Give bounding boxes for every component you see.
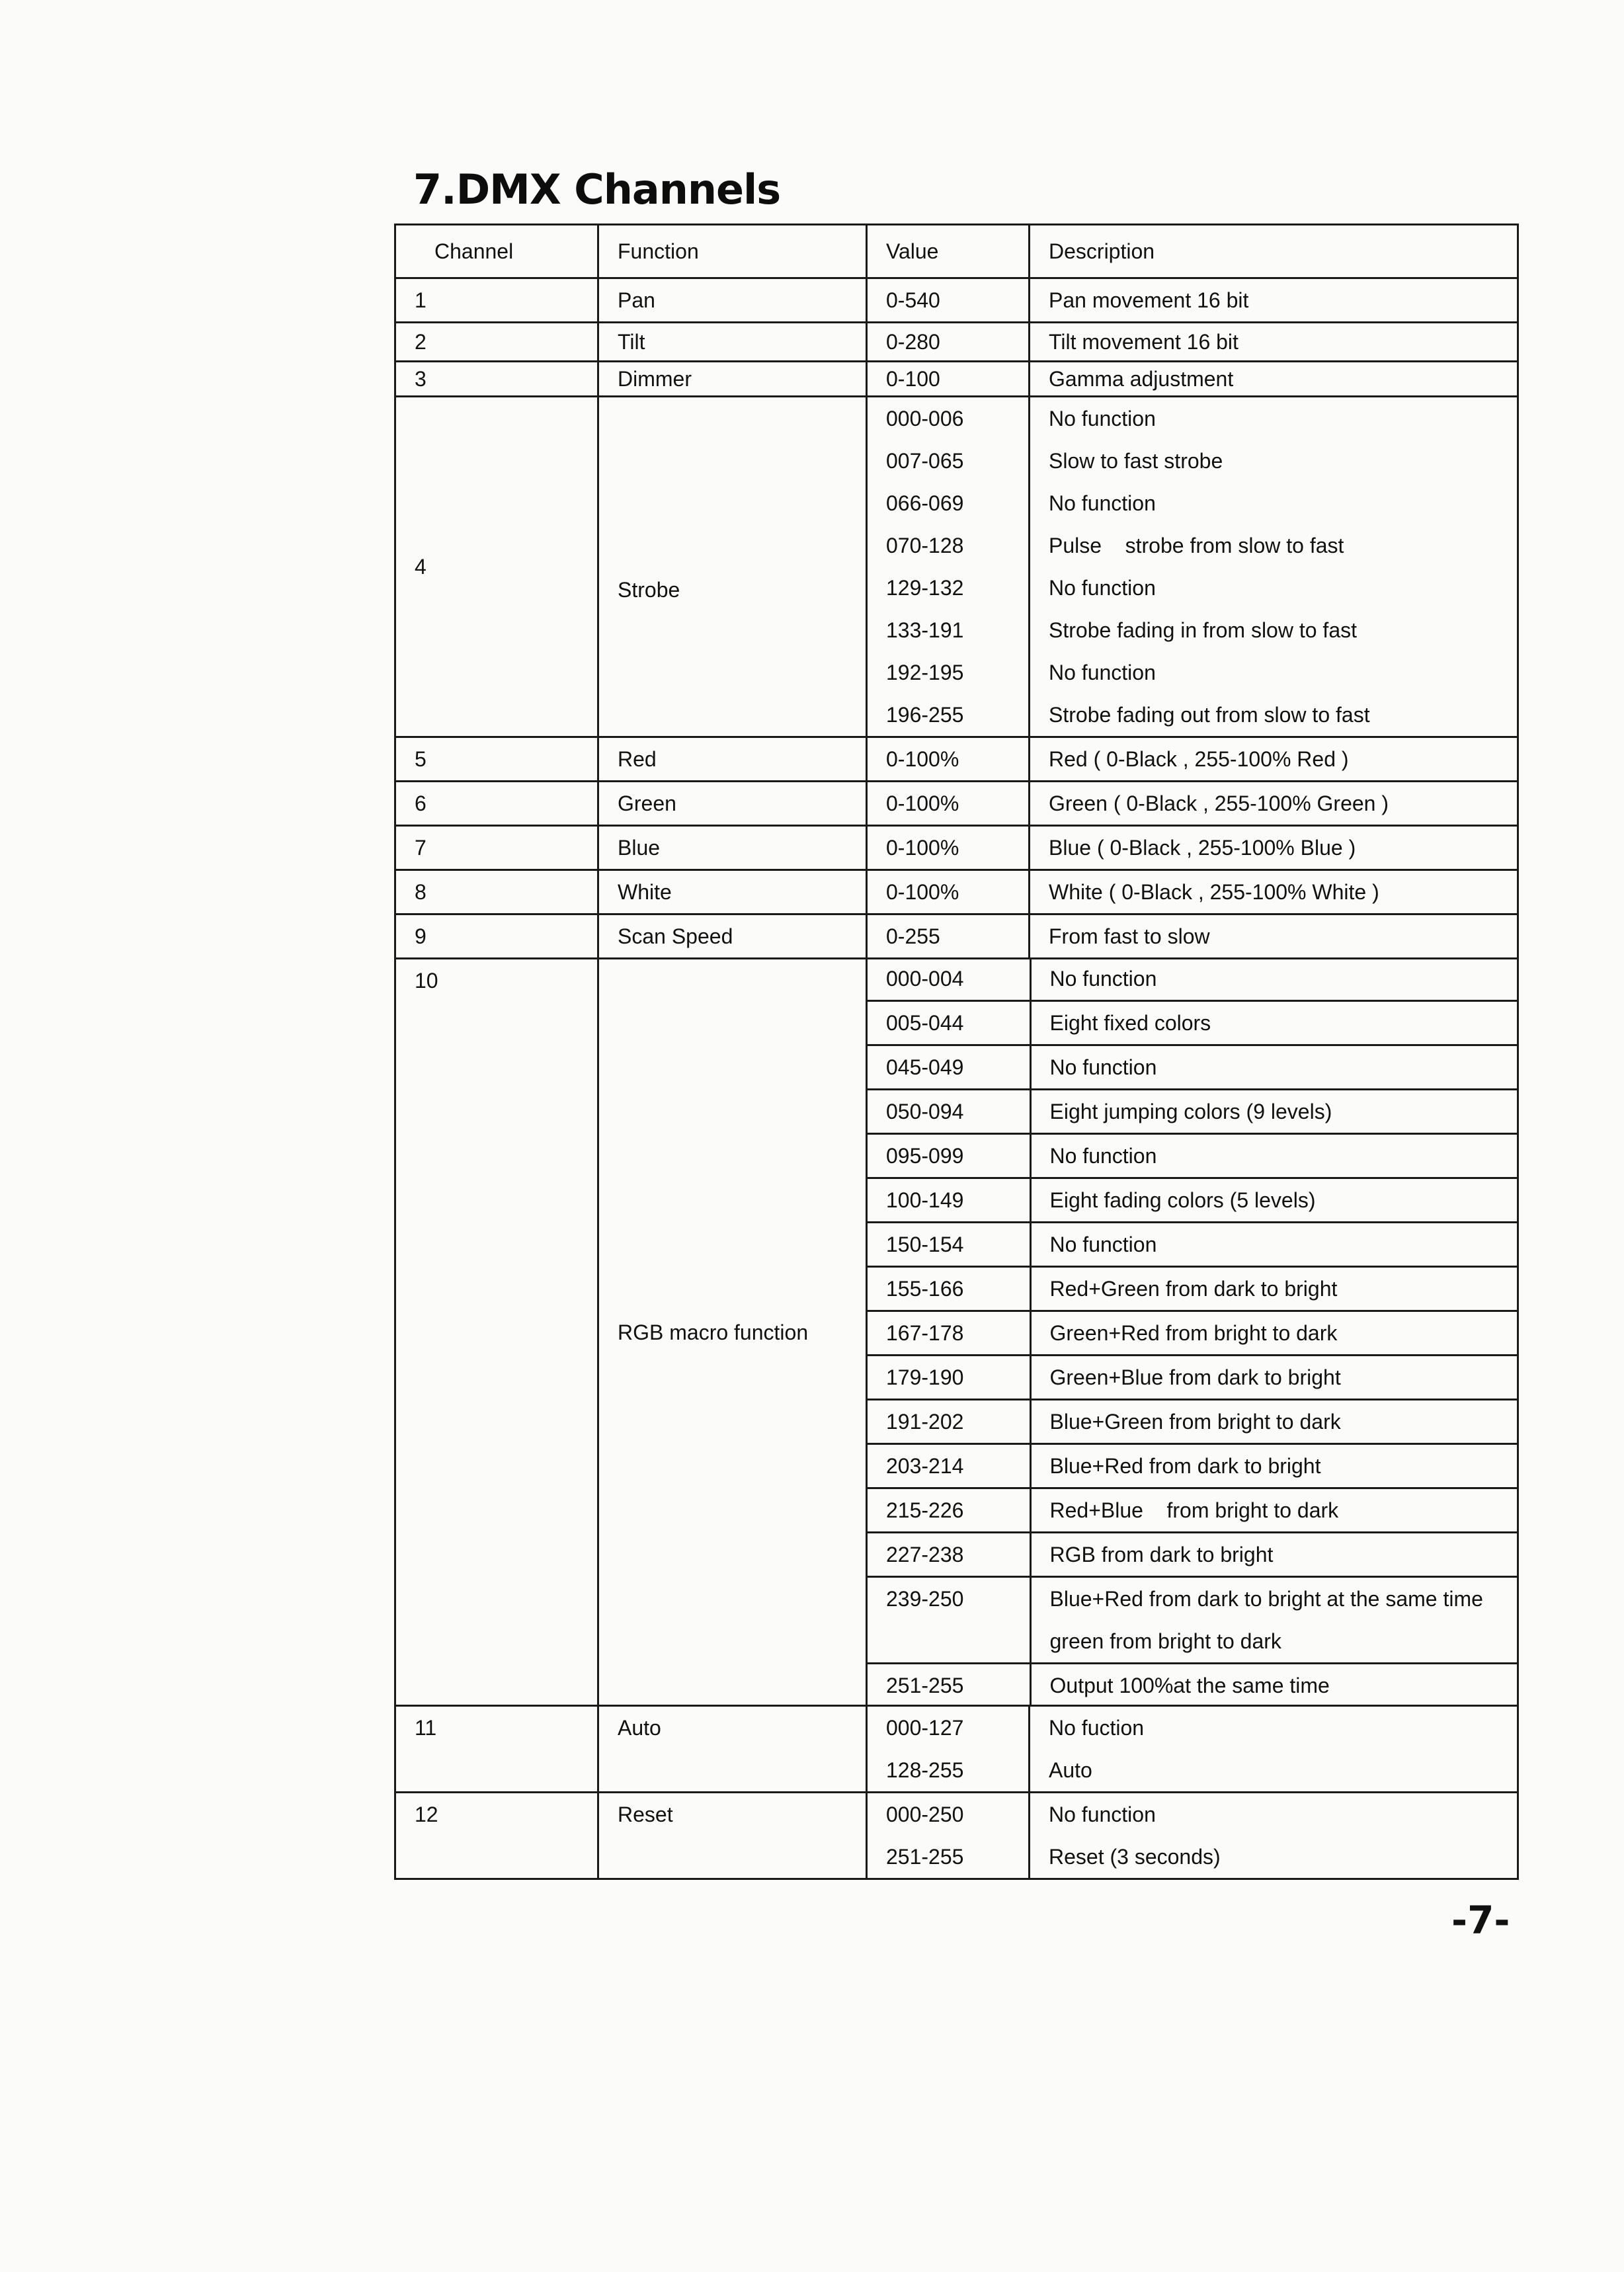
value-cell (867, 1793, 1030, 1879)
sub-table-row (868, 1311, 1519, 1356)
value-cell (868, 957, 1030, 1001)
description-cell (1030, 1793, 1518, 1879)
value-range: 167-178 (886, 1321, 964, 1345)
table-row (395, 826, 1518, 870)
function-cell (598, 323, 867, 362)
value-cell (868, 1311, 1030, 1356)
description-cell (1030, 362, 1518, 397)
channel-number: 4 (415, 555, 426, 579)
channel-cell (395, 1793, 598, 1879)
function-name: Red (618, 747, 657, 771)
description-text: Blue+Red from dark to bright at the same time (1049, 1587, 1483, 1611)
sub-table-row (868, 1577, 1519, 1664)
function-cell (598, 362, 867, 397)
description-text: No function (1049, 576, 1156, 600)
description-cell (1030, 1223, 1519, 1267)
function-name: Auto (618, 1716, 661, 1740)
value-cell (867, 737, 1030, 782)
description-text: No function (1049, 1233, 1157, 1256)
description-text: Blue+Green from bright to dark (1049, 1410, 1341, 1434)
channel-cell (395, 959, 598, 1706)
channel-number: 1 (415, 288, 426, 312)
table-row (395, 278, 1518, 323)
channel-cell (395, 737, 598, 782)
table-row (395, 737, 1518, 782)
value-range: 0-540 (886, 288, 940, 312)
description-text: No function (1049, 491, 1156, 515)
value-cell (867, 782, 1030, 826)
description-text: Eight fading colors (5 levels) (1049, 1188, 1316, 1212)
value-cell (868, 1488, 1030, 1533)
value-cell (868, 1090, 1030, 1134)
description-cell (1030, 278, 1518, 323)
value-range: 251-255 (886, 1674, 964, 1697)
description-cell (1030, 397, 1518, 737)
table-row (395, 870, 1518, 914)
channel-number: 7 (415, 836, 426, 860)
function-cell (598, 826, 867, 870)
value-range: 191-202 (886, 1410, 964, 1434)
channel-cell (395, 1706, 598, 1793)
description-text: Tilt movement 16 bit (1049, 330, 1238, 354)
value-cell (867, 1706, 1030, 1793)
value-cell (868, 1001, 1030, 1045)
value-cell (868, 1664, 1030, 1707)
value-range: 007-065 (886, 449, 964, 473)
description-text: Blue+Red from dark to bright (1049, 1454, 1321, 1478)
function-name: White (618, 880, 672, 904)
function-name: Scan Speed (618, 924, 733, 948)
header-value: Value (867, 225, 1030, 278)
table-header-row (395, 225, 1518, 278)
description-text: No function (1049, 661, 1156, 684)
description-text: Eight jumping colors (9 levels) (1049, 1100, 1332, 1123)
description-cell (1030, 957, 1519, 1001)
description-cell (1030, 1400, 1519, 1444)
function-name: RGB macro function (618, 1320, 809, 1344)
table-row (395, 397, 1518, 737)
description-text: Red ( 0-Black , 255-100% Red ) (1049, 747, 1349, 771)
header-function: Function (598, 225, 867, 278)
function-name: Tilt (618, 330, 645, 354)
value-cell (868, 1533, 1030, 1577)
function-cell (598, 959, 867, 1706)
description-cell (1030, 826, 1518, 870)
description-text: No function (1049, 1055, 1157, 1079)
value-range: 150-154 (886, 1233, 964, 1256)
value-cell (867, 914, 1030, 959)
sub-table-row (868, 1001, 1519, 1045)
description-cell (1030, 1178, 1519, 1223)
value-range: 000-004 (886, 967, 964, 991)
function-name: Reset (618, 1803, 673, 1826)
sub-table-row (868, 1045, 1519, 1090)
value-range: 000-127 (886, 1716, 964, 1740)
description-text: Pulse strobe from slow to fast (1049, 534, 1344, 557)
function-cell (598, 278, 867, 323)
rgb-macro-subtable (868, 957, 1519, 1707)
description-text: No function (1049, 1144, 1157, 1168)
value-range: 0-280 (886, 330, 940, 354)
description-text: From fast to slow (1049, 924, 1210, 948)
channel-cell (395, 323, 598, 362)
channel-cell (395, 782, 598, 826)
description-cell (1030, 1664, 1519, 1707)
value-range: 045-049 (886, 1055, 964, 1079)
function-cell (598, 782, 867, 826)
value-range: 128-255 (886, 1758, 964, 1782)
sub-table-row (868, 1356, 1519, 1400)
value-range: 227-238 (886, 1543, 964, 1566)
value-range: 192-195 (886, 661, 964, 684)
function-cell (598, 397, 867, 737)
value-cell (868, 1267, 1030, 1311)
channel-cell (395, 278, 598, 323)
value-cell (868, 1444, 1030, 1488)
channel-number: 10 (415, 969, 438, 993)
function-cell (598, 870, 867, 914)
description-cell (1030, 914, 1518, 959)
function-cell (598, 737, 867, 782)
value-range: 050-094 (886, 1100, 964, 1123)
channel-number: 9 (415, 924, 426, 948)
channel-number: 6 (415, 791, 426, 815)
description-text: Output 100%at the same time (1049, 1674, 1330, 1697)
value-range: 095-099 (886, 1144, 964, 1168)
description-cell (1030, 737, 1518, 782)
description-text-line2: green from bright to dark (1049, 1629, 1281, 1653)
value-range: 070-128 (886, 534, 964, 557)
page-title: 7.DMX Channels (413, 165, 781, 214)
value-range: 133-191 (886, 618, 964, 642)
channel-cell (395, 397, 598, 737)
value-range: 000-006 (886, 407, 964, 430)
value-cell (868, 1356, 1030, 1400)
channel-number: 8 (415, 880, 426, 904)
value-range: 239-250 (886, 1587, 964, 1611)
value-range: 0-100% (886, 836, 959, 860)
description-cell (1030, 1267, 1519, 1311)
description-text: Auto (1049, 1758, 1092, 1782)
function-name: Strobe (618, 578, 680, 602)
sub-table-row (868, 957, 1519, 1001)
value-cell (867, 323, 1030, 362)
value-range: 251-255 (886, 1845, 964, 1869)
description-cell (1030, 1090, 1519, 1134)
value-cell (868, 1178, 1030, 1223)
description-cell (1030, 1533, 1519, 1577)
channel-number: 11 (415, 1716, 437, 1740)
description-cell (1030, 1356, 1519, 1400)
sub-table-row (868, 1444, 1519, 1488)
description-text: Reset (3 seconds) (1049, 1845, 1221, 1869)
sub-table-row (868, 1267, 1519, 1311)
description-text: White ( 0-Black , 255-100% White ) (1049, 880, 1379, 904)
value-range: 179-190 (886, 1365, 964, 1389)
dmx-channel-table (394, 223, 1519, 1880)
sub-table-row (868, 1134, 1519, 1178)
value-cell (868, 1134, 1030, 1178)
description-cell (1030, 870, 1518, 914)
channel-number: 12 (415, 1803, 438, 1826)
value-range: 000-250 (886, 1803, 964, 1826)
channel-number: 5 (415, 747, 426, 771)
function-cell (598, 914, 867, 959)
description-text: No function (1049, 407, 1156, 430)
description-text: Green ( 0-Black , 255-100% Green ) (1049, 791, 1389, 815)
value-range: 0-100 (886, 367, 940, 391)
value-range: 0-100% (886, 747, 959, 771)
table-row (395, 362, 1518, 397)
description-text: Gamma adjustment (1049, 367, 1234, 391)
value-cell (868, 1577, 1030, 1664)
description-cell (1030, 1311, 1519, 1356)
table-row (395, 1793, 1518, 1879)
table-row (395, 959, 1518, 1706)
description-text: Strobe fading in from slow to fast (1049, 618, 1357, 642)
value-range: 066-069 (886, 491, 964, 515)
description-cell (1030, 1134, 1519, 1178)
value-range: 0-255 (886, 924, 940, 948)
header-description: Description (1030, 225, 1518, 278)
value-range: 196-255 (886, 703, 964, 727)
value-range: 155-166 (886, 1277, 964, 1301)
value-range: 129-132 (886, 576, 964, 600)
value-cell (868, 1223, 1030, 1267)
channel-cell (395, 362, 598, 397)
function-name: Blue (618, 836, 661, 860)
description-cell (1030, 1444, 1519, 1488)
table-row (395, 782, 1518, 826)
description-text: Red+Green from dark to bright (1049, 1277, 1338, 1301)
sub-table-row (868, 1488, 1519, 1533)
channel-number: 3 (415, 367, 426, 391)
value-cell (867, 362, 1030, 397)
description-text: No fuction (1049, 1716, 1145, 1740)
header-channel: Channel (395, 225, 598, 278)
description-cell (1030, 1045, 1519, 1090)
function-name: Green (618, 791, 676, 815)
table-row (395, 914, 1518, 959)
value-cell (867, 870, 1030, 914)
page-number: -7- (1451, 1898, 1510, 1943)
value-range: 100-149 (886, 1188, 964, 1212)
table-row (395, 1706, 1518, 1793)
description-cell (1030, 782, 1518, 826)
channel-number: 2 (415, 330, 426, 354)
description-text: No function (1049, 967, 1157, 991)
value-range: 0-100% (886, 791, 959, 815)
description-text: Slow to fast strobe (1049, 449, 1223, 473)
value-cell (868, 1045, 1030, 1090)
function-name: Pan (618, 288, 655, 312)
description-cell (1030, 323, 1518, 362)
description-text: Eight fixed colors (1049, 1011, 1211, 1035)
value-range: 203-214 (886, 1454, 964, 1478)
sub-table-row (868, 1400, 1519, 1444)
value-range: 0-100% (886, 880, 959, 904)
description-text: No function (1049, 1803, 1156, 1826)
function-name: Dimmer (618, 367, 692, 391)
description-text: Strobe fading out from slow to fast (1049, 703, 1370, 727)
description-cell (1030, 1001, 1519, 1045)
value-range: 005-044 (886, 1011, 964, 1035)
value-range: 215-226 (886, 1498, 964, 1522)
sub-table-row (868, 1178, 1519, 1223)
description-text: Red+Blue from bright to dark (1049, 1498, 1339, 1522)
description-text: Pan movement 16 bit (1049, 288, 1249, 312)
description-cell (1030, 1706, 1518, 1793)
sub-table-row (868, 1090, 1519, 1134)
sub-table-row (868, 1664, 1519, 1707)
description-cell (1030, 1577, 1519, 1664)
description-text: Green+Blue from dark to bright (1049, 1365, 1341, 1389)
channel-cell (395, 914, 598, 959)
value-cell (867, 397, 1030, 737)
description-text: Green+Red from bright to dark (1049, 1321, 1338, 1345)
channel-cell (395, 870, 598, 914)
sub-table-row (868, 1223, 1519, 1267)
description-text: RGB from dark to bright (1049, 1543, 1274, 1566)
value-description-group (867, 959, 1518, 1706)
function-cell (598, 1706, 867, 1793)
description-cell (1030, 1488, 1519, 1533)
sub-table-row (868, 1533, 1519, 1577)
description-text: Blue ( 0-Black , 255-100% Blue ) (1049, 836, 1356, 860)
value-cell (867, 278, 1030, 323)
value-cell (867, 826, 1030, 870)
function-cell (598, 1793, 867, 1879)
value-cell (868, 1400, 1030, 1444)
table-row (395, 323, 1518, 362)
channel-cell (395, 826, 598, 870)
